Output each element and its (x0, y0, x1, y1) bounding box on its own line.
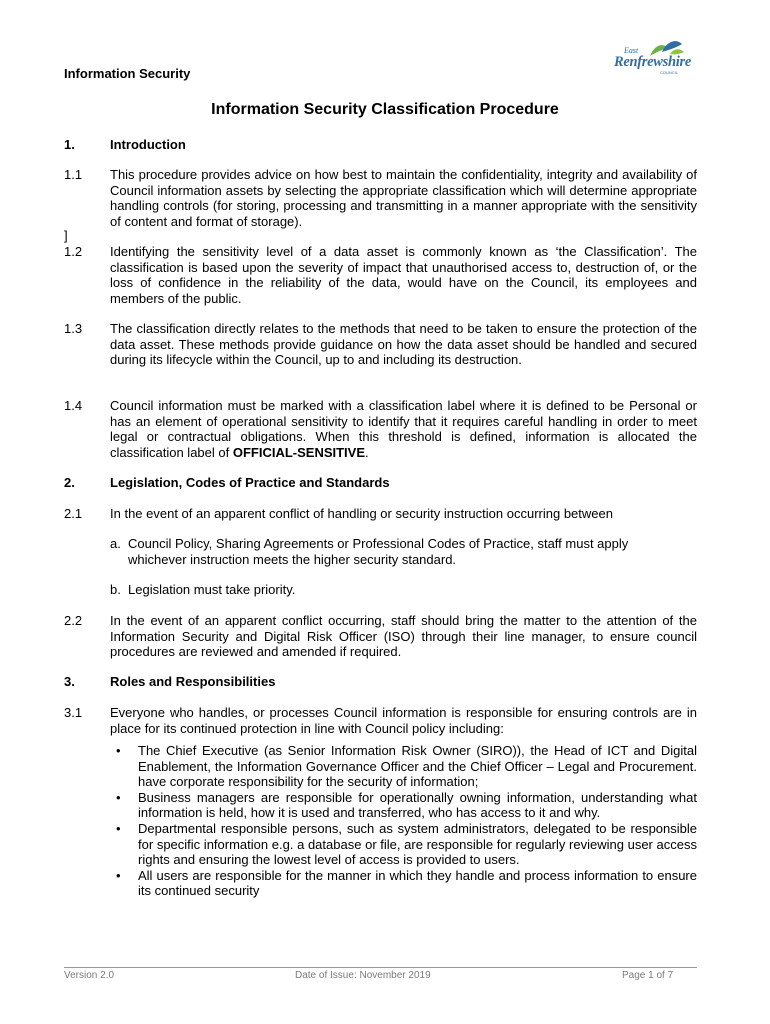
paragraph-number: 1.2 (64, 244, 83, 259)
document-title: Information Security Classification Procedure (211, 101, 559, 118)
paragraph-text: Everyone who handles, or processes Council information is responsible for ensuring controls are in place for its continued protection in line with Council policy including: (110, 705, 697, 736)
list-item (110, 868, 697, 899)
paragraph-number: 3.1 (64, 705, 83, 720)
document-header-label: Information Security (64, 66, 191, 81)
bullet-icon: • (116, 789, 121, 805)
paragraph-text: In the event of an apparent conflict occurring, staff should bring the matter to the attention of the Information Security and Digital Risk Officer (ISO) through their line manager, to ensure council procedures are reviewed and amended if required. (110, 613, 697, 660)
paragraph-number: 2.1 (64, 506, 83, 521)
paragraph-text: Identifying the sensitivity level of a data asset is commonly known as ‘the Classification’. The classification is based upon the severity of impact that unauthorised access to, destruction of, or the loss of confidence in the reliability of the data, would have on the Council, its employees and members of the public. (110, 244, 697, 306)
council-logo (608, 38, 690, 78)
sub-item-a (110, 536, 690, 567)
section-number: 2. (64, 475, 75, 490)
bullet-icon: • (116, 743, 121, 758)
paragraph-number: 1.1 (64, 167, 83, 182)
section-number: 3. (64, 674, 75, 689)
footer-version: Version 2.0 (64, 970, 115, 981)
paragraph-number: 2.2 (64, 613, 83, 628)
logo-main-text: Renfrewshire (614, 54, 691, 70)
section-title: Legislation, Codes of Practice and Standards (110, 475, 390, 490)
paragraph-text: In the event of an apparent conflict of handling or security instruction occurring between (110, 506, 613, 521)
section-number: 1. (64, 137, 75, 152)
sub-item-label: a. (110, 536, 121, 551)
paragraph-text (110, 398, 697, 460)
paragraph-3-1 (64, 705, 697, 736)
bullet-icon: • (116, 820, 121, 836)
paragraph-text: This procedure provides advice on how best to maintain the confidentiality, integrity and availability of Council information assets by selecting the appropriate classification which will determine appropriate handling controls (for storing, processing and transmitting in a manner appropriate with the sensitivity of content and format of storage). (110, 167, 697, 229)
sub-item-text: Legislation must take priority. (128, 582, 296, 597)
section-title: Roles and Responsibilities (110, 674, 276, 689)
paragraph-1-2 (64, 244, 697, 306)
sub-item-text: Council Policy, Sharing Agreements or Professional Codes of Practice, staff must apply whichever instruction meets the higher security standard. (128, 536, 629, 567)
list-item-text: Departmental responsible persons, such as system administrators, delegated to be responsible for specific information e.g. a database or file, are responsible for regularly reviewing user access rights and ensuring the lowest level of access is provided to users. (138, 820, 697, 868)
stray-bracket-mark: ] (64, 228, 68, 243)
list-item (110, 743, 697, 790)
paragraph-text-end: . (365, 444, 369, 460)
logo-small-text: East (624, 46, 639, 55)
sub-item-b (110, 582, 690, 598)
footer-divider (64, 967, 697, 968)
paragraph-2-2 (64, 613, 697, 660)
responsibilities-list (110, 743, 697, 899)
section-title: Introduction (110, 137, 186, 152)
paragraph-1-3 (64, 321, 697, 368)
list-item-text: All users are responsible for the manner in which they handle and process information to ensure its continued security (138, 867, 697, 899)
list-item (110, 790, 697, 821)
paragraph-2-1 (64, 506, 697, 522)
footer-date-of-issue: Date of Issue: November 2019 (295, 970, 431, 981)
list-item-text: The Chief Executive (as Senior Information Risk Owner (SIRO)), the Head of ICT and Digital Enablement, the Information Governance Officer and the Chief Officer – Legal and Procurement. have corporate responsibility for the security of information; (138, 743, 697, 790)
logo-council-text: COUNCIL (660, 70, 679, 75)
paragraph-1-1 (64, 167, 697, 229)
footer-page-number: Page 1 of 7 (622, 970, 674, 981)
sub-item-label: b. (110, 582, 121, 597)
classification-label-emphasis: OFFICIAL-SENSITIVE (232, 444, 366, 460)
list-item-text: Business managers are responsible for operationally owning information, understanding what information is held, how it is used and transferred, who has access to it and why. (138, 789, 697, 821)
paragraph-1-4 (64, 398, 697, 460)
paragraph-text-main: Council information must be marked with a classification label where it is defined to be Personal or has an element of operational sensitivity to identify that it requires careful handling in order to meet legal or contractual obligations. When this threshold is defined, information is allocated the classification label of (110, 398, 697, 460)
paragraph-number: 1.4 (64, 398, 83, 413)
paragraph-text: The classification directly relates to the methods that need to be taken to ensure the protection of the data asset. These methods provide guidance on how the data asset should be handled and secured during its lifecycle within the Council, up to and including its destruction. (110, 321, 697, 368)
list-item (110, 821, 697, 868)
bullet-icon: • (116, 867, 121, 883)
paragraph-number: 1.3 (64, 321, 83, 336)
